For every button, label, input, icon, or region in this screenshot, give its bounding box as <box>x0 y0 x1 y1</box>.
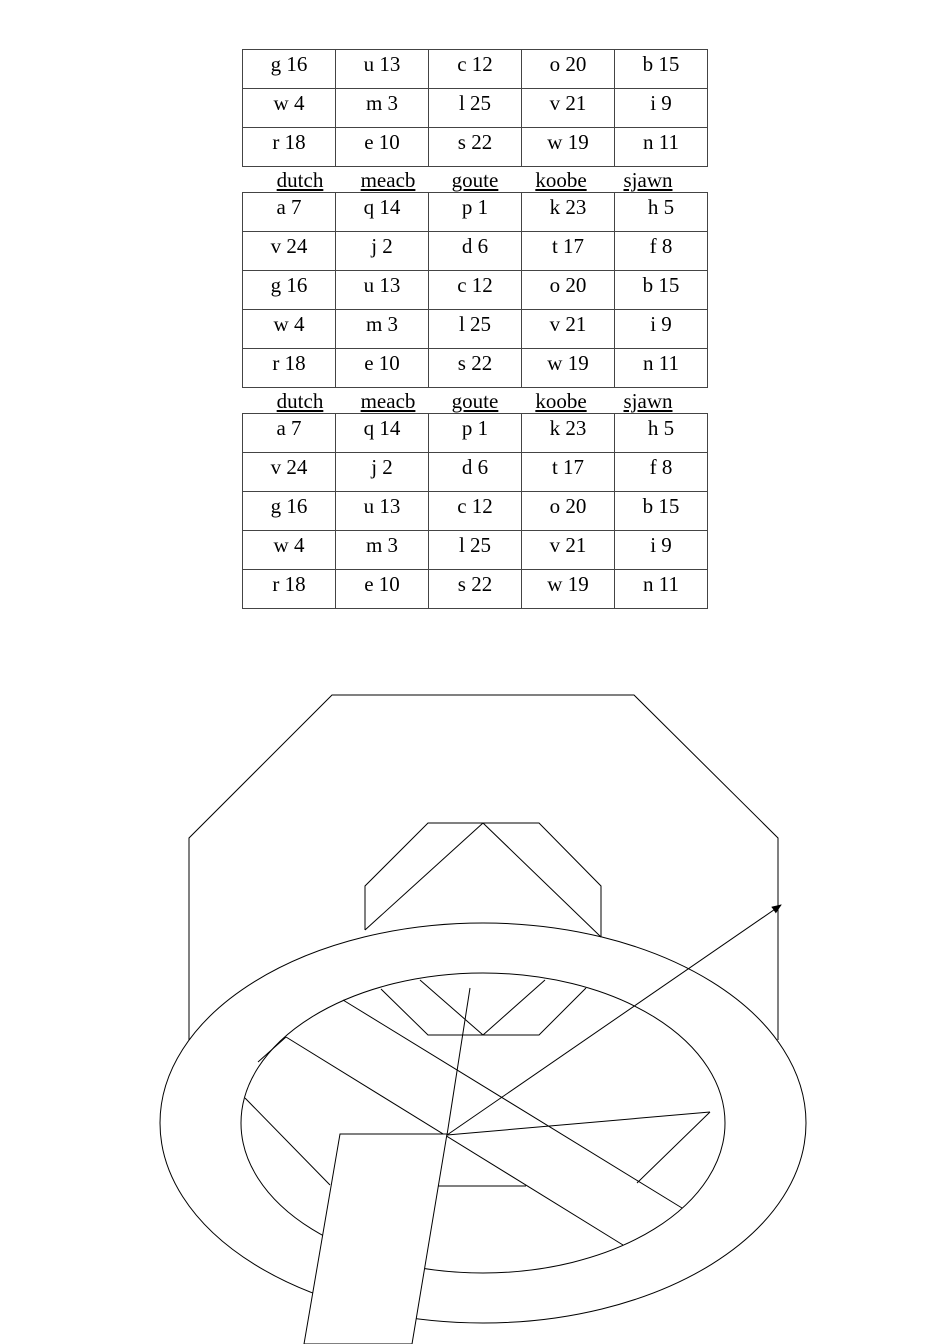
table-cell: n 11 <box>615 349 708 388</box>
table-cell: l 25 <box>429 531 522 570</box>
table-cell: w 19 <box>522 570 615 609</box>
table-cell: o 20 <box>522 50 615 89</box>
slash-band-end <box>258 1037 286 1062</box>
inner-ellipse <box>241 973 725 1273</box>
table-cell: w 19 <box>522 349 615 388</box>
table-cell: e 10 <box>336 349 429 388</box>
column-header: dutch <box>276 168 324 192</box>
table-cell: q 14 <box>336 193 429 232</box>
large-octagon <box>189 695 778 1040</box>
table-cell: h 5 <box>615 193 708 232</box>
inner-diagonal <box>483 980 545 1035</box>
inner-chord <box>637 1112 710 1183</box>
table-cell: k 23 <box>522 414 615 453</box>
table-row <box>243 349 708 388</box>
table-cell: s 22 <box>429 128 522 167</box>
column-header: goute <box>451 389 499 413</box>
table-row <box>243 570 708 609</box>
table-cell: l 25 <box>429 89 522 128</box>
table-cell: s 22 <box>429 570 522 609</box>
small-octagon <box>365 823 601 937</box>
table-cell: q 14 <box>336 414 429 453</box>
bottom-letter-table <box>242 413 708 609</box>
table-row <box>243 492 708 531</box>
table-cell: g 16 <box>243 271 336 310</box>
table-cell: j 2 <box>336 232 429 271</box>
table-row <box>243 310 708 349</box>
table-cell: u 13 <box>336 271 429 310</box>
table-cell: o 20 <box>522 271 615 310</box>
column-header-row <box>242 389 708 413</box>
table-row <box>243 271 708 310</box>
table-cell: v 24 <box>243 232 336 271</box>
column-header: goute <box>451 168 499 192</box>
table-row <box>243 414 708 453</box>
table-cell: a 7 <box>243 193 336 232</box>
column-header: meacb <box>360 389 416 413</box>
table-cell: b 15 <box>615 50 708 89</box>
table-cell: s 22 <box>429 349 522 388</box>
column-header: sjawn <box>623 168 673 192</box>
table-cell: t 17 <box>522 453 615 492</box>
table-cell: a 7 <box>243 414 336 453</box>
table-cell: i 9 <box>615 531 708 570</box>
table-cell: v 21 <box>522 310 615 349</box>
table-row <box>243 50 708 89</box>
ray-line <box>447 1112 710 1135</box>
column-header: dutch <box>276 389 324 413</box>
table-cell: h 5 <box>615 414 708 453</box>
table-cell: u 13 <box>336 50 429 89</box>
table-cell: r 18 <box>243 349 336 388</box>
table-cell: f 8 <box>615 232 708 271</box>
outer-ellipse <box>160 923 806 1323</box>
table-cell: n 11 <box>615 570 708 609</box>
octagon-diagonal <box>365 823 483 930</box>
table-cell: u 13 <box>336 492 429 531</box>
table-cell: e 10 <box>336 570 429 609</box>
handle-rectangle <box>304 1134 447 1344</box>
table-cell: i 9 <box>615 310 708 349</box>
table-cell: b 15 <box>615 271 708 310</box>
table-cell: g 16 <box>243 492 336 531</box>
top-letter-table <box>242 49 708 167</box>
table-row <box>243 89 708 128</box>
table-cell: d 6 <box>429 232 522 271</box>
ray-line <box>447 988 470 1135</box>
table-row <box>243 531 708 570</box>
table-cell: f 8 <box>615 453 708 492</box>
table-cell: w 4 <box>243 89 336 128</box>
column-header: sjawn <box>623 389 673 413</box>
table-cell: m 3 <box>336 531 429 570</box>
table-cell: m 3 <box>336 89 429 128</box>
table-cell: v 21 <box>522 89 615 128</box>
middle-letter-table <box>242 192 708 388</box>
table-cell: o 20 <box>522 492 615 531</box>
table-cell: w 4 <box>243 310 336 349</box>
table-cell: w 19 <box>522 128 615 167</box>
column-header: meacb <box>360 168 416 192</box>
table-cell: v 21 <box>522 531 615 570</box>
arrow-line <box>447 905 781 1135</box>
table-cell: g 16 <box>243 50 336 89</box>
table-cell: r 18 <box>243 128 336 167</box>
table-cell: r 18 <box>243 570 336 609</box>
column-header: koobe <box>535 389 587 413</box>
table-row <box>243 128 708 167</box>
table-cell: c 12 <box>429 492 522 531</box>
table-row <box>243 453 708 492</box>
table-cell: c 12 <box>429 271 522 310</box>
line-drawing <box>0 620 950 1344</box>
table-cell: m 3 <box>336 310 429 349</box>
table-cell: n 11 <box>615 128 708 167</box>
table-row <box>243 232 708 271</box>
table-cell: e 10 <box>336 128 429 167</box>
table-row <box>243 193 708 232</box>
table-cell: v 24 <box>243 453 336 492</box>
column-header-row <box>242 168 708 192</box>
inner-chord <box>245 1098 330 1185</box>
table-cell: k 23 <box>522 193 615 232</box>
table-cell: p 1 <box>429 193 522 232</box>
table-cell: i 9 <box>615 89 708 128</box>
table-cell: c 12 <box>429 50 522 89</box>
octagon-diagonal <box>483 823 601 937</box>
table-cell: p 1 <box>429 414 522 453</box>
table-cell: d 6 <box>429 453 522 492</box>
table-cell: j 2 <box>336 453 429 492</box>
table-cell: w 4 <box>243 531 336 570</box>
column-header: koobe <box>535 168 587 192</box>
inner-octagon-lower <box>381 988 586 1035</box>
inner-diagonal <box>420 980 483 1035</box>
table-cell: b 15 <box>615 492 708 531</box>
table-cell: l 25 <box>429 310 522 349</box>
table-cell: t 17 <box>522 232 615 271</box>
